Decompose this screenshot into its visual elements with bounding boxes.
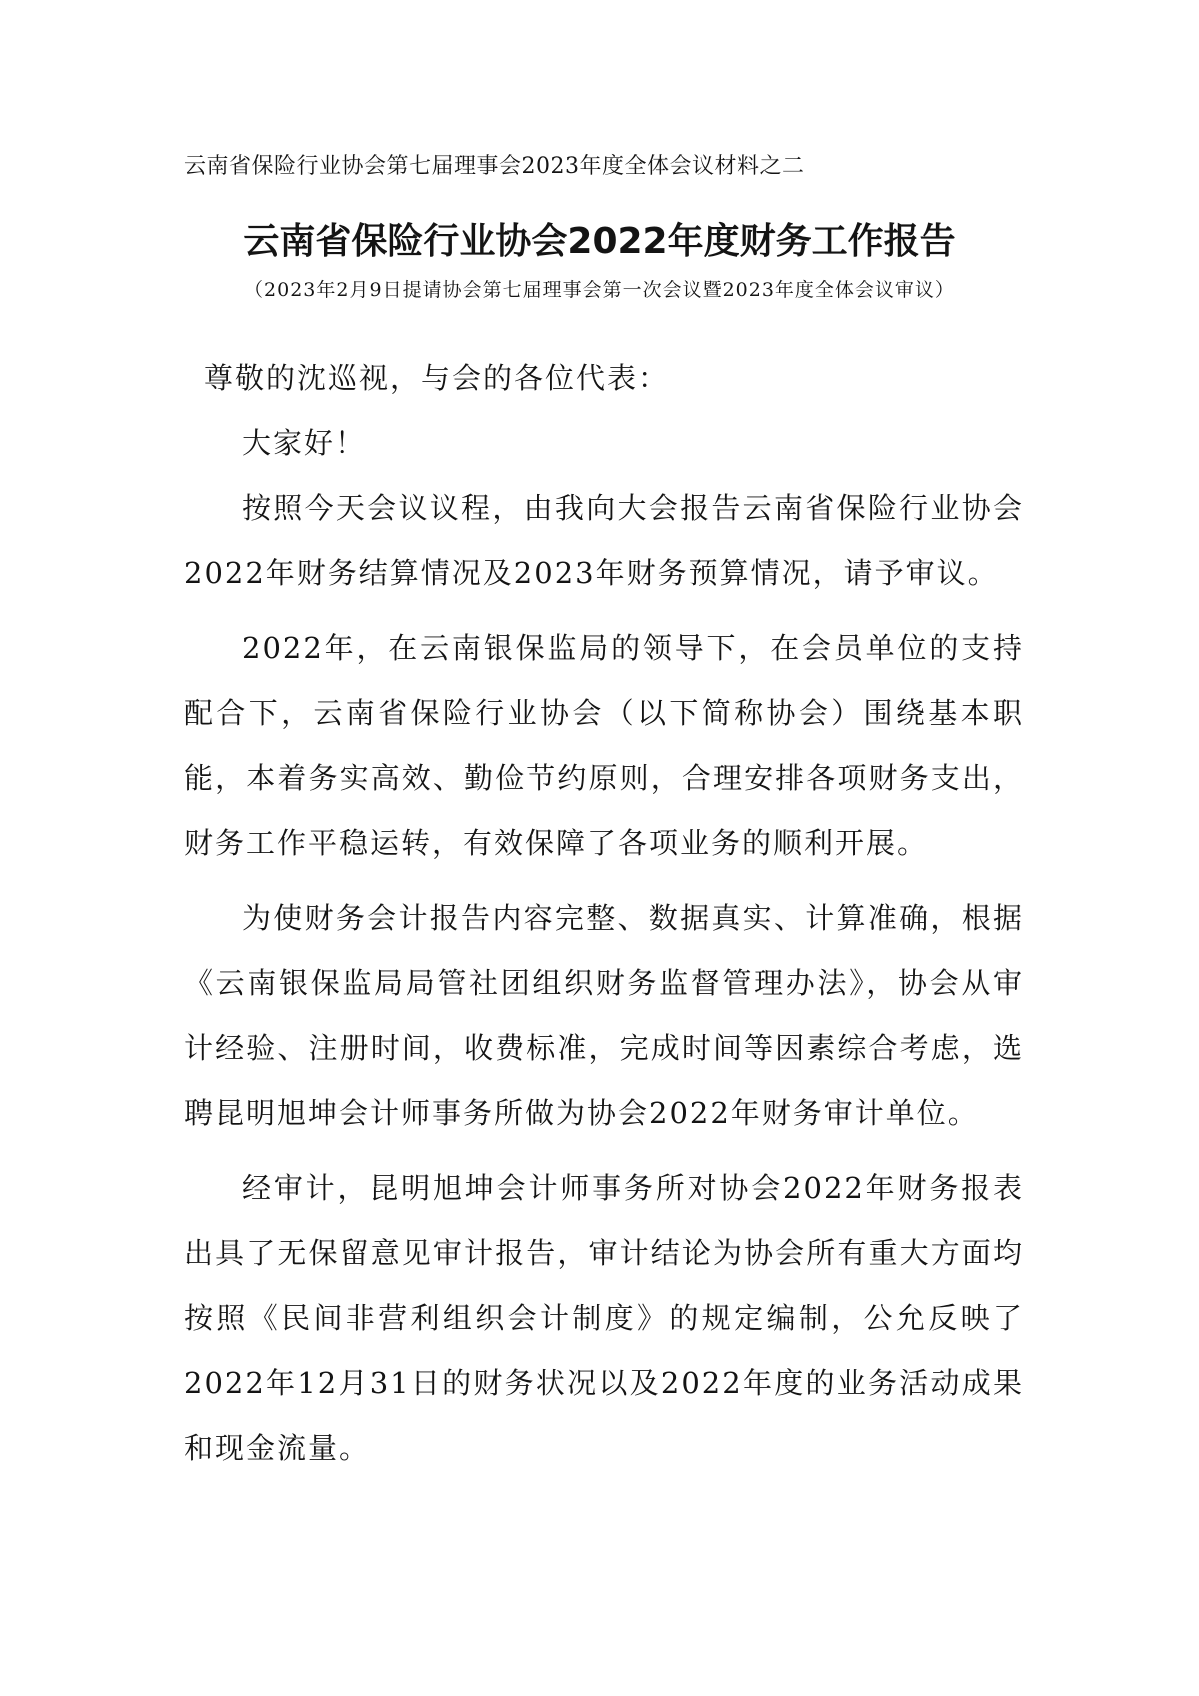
paragraph-audit-result: 经审计，昆明旭坤会计师事务所对协会2022年财务报表出具了无保留意见审计报告，审计结论为协会所有重大方面均按照《民间非营利组织会计制度》的规定编制，公允反映了2022年12月31日的财务状况以及2022年度的业务活动成果和现金流量。 (184, 1171, 1024, 1465)
paragraph-overview: 2022年，在云南银保监局的领导下，在会员单位的支持配合下，云南省保险行业协会（以下简称协会）围绕基本职能，本着务实高效、勤俭节约原则，合理安排各项财务支出，财务工作平稳运转，有效保障了各项业务的顺利开展。 (184, 631, 1024, 860)
page-title: 云南省保险行业协会2022年度财务工作报告 (243, 221, 956, 262)
header-note: 云南省保险行业协会第七届理事会2023年度全体会议材料之二 (184, 154, 805, 179)
paragraph-audit-selection: 为使财务会计报告内容完整、数据真实、计算准确，根据《云南银保监局局管社团组织财务监督管理办法》，协会从审计经验、注册时间，收费标准，完成时间等因素综合考虑，选聘昆明旭坤会计师事务所做为协会2022年财务审计单位。 (184, 901, 1024, 1130)
report-body (184, 346, 1024, 1481)
salutation: 尊敬的沈巡视，与会的各位代表： (204, 361, 670, 395)
page-subtitle: （2023年2月9日提请协会第七届理事会第一次会议暨2023年度全体会议审议） (244, 279, 955, 301)
paragraph-greeting: 大家好！ (242, 426, 367, 460)
paragraph-agenda: 按照今天会议议程，由我向大会报告云南省保险行业协会2022年财务结算情况及2023年财务预算情况，请予审议。 (184, 491, 1024, 590)
